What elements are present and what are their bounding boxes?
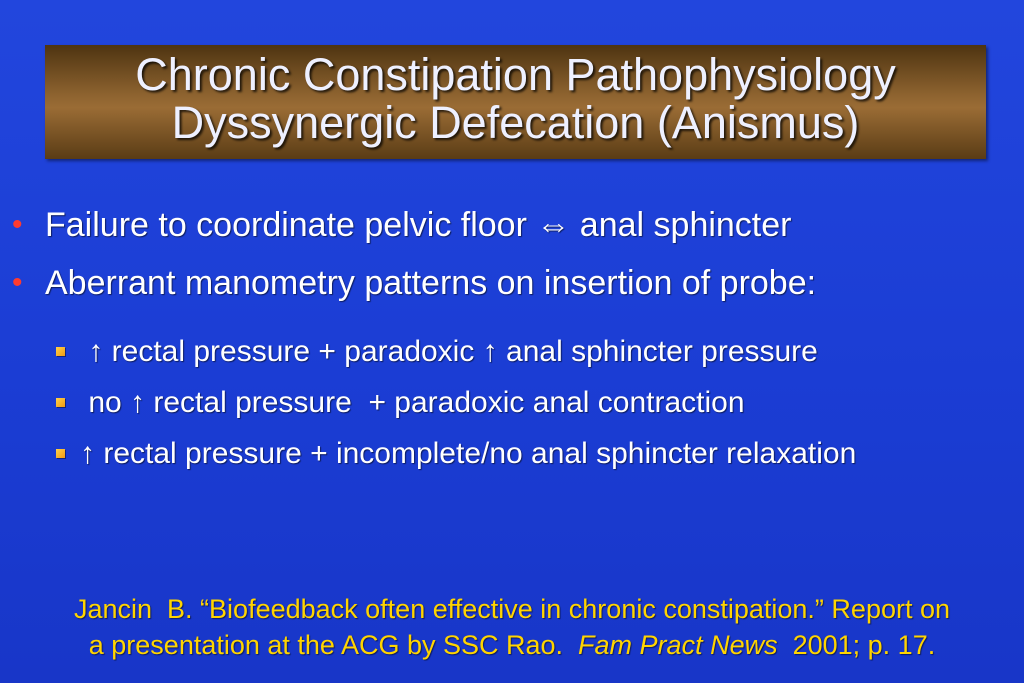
slide-title-line-2: Dyssynergic Defecation (Anismus) (171, 97, 860, 148)
citation-line-1: Jancin B. “Biofeedback often effective in chronic constipation.” Report on (74, 594, 950, 624)
citation-line-2 (0, 627, 1024, 663)
slide-title-line-1: Chronic Constipation Pathophysiology (135, 49, 896, 100)
bullet-marker: • (12, 266, 23, 299)
subbullet-item (56, 436, 1016, 472)
square-bullet-icon (56, 398, 65, 407)
citation (0, 591, 1024, 663)
subbullet-list (56, 334, 1016, 487)
title-box (45, 45, 986, 159)
citation-text-end: 2001; p. 17. (777, 630, 936, 660)
square-bullet-icon (56, 347, 65, 356)
subbullet-text: ↑ rectal pressure + incomplete/no anal sphincter relaxation (80, 437, 857, 470)
bullet-marker: • (12, 208, 23, 241)
bullet-item (12, 205, 1012, 245)
bullet-item (12, 263, 1012, 303)
bullet-text: Aberrant manometry patterns on insertion of probe: (45, 264, 817, 302)
citation-text-start: a presentation at the ACG by SSC Rao. (88, 630, 579, 660)
subbullet-text: no ↑ rectal pressure + paradoxic anal contraction (80, 386, 745, 419)
subbullet-item (56, 334, 1016, 370)
subbullet-item (56, 385, 1016, 421)
bullet-text: Failure to coordinate pelvic floor ⇔ anal sphincter (45, 206, 792, 244)
square-bullet-icon (56, 449, 65, 458)
subbullet-text: ↑ rectal pressure + paradoxic ↑ anal sphincter pressure (80, 335, 818, 368)
bullet-list (12, 205, 1012, 321)
citation-journal: Fam Pract News (578, 630, 778, 660)
